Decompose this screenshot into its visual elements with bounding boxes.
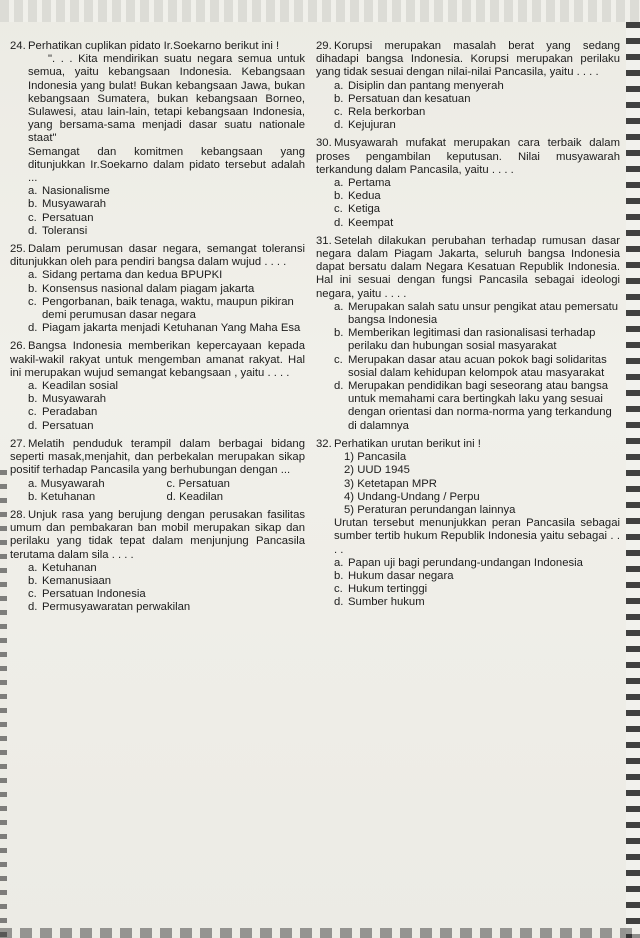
question-stem: Unjuk rasa yang berujung dengan perusakan fasilitas umum dan pembakaran ban mobil merupakan sikap dan perilaku yang tidak tepat dalam menjunjung Pancasila terutama dalam sila . . . . bbox=[10, 508, 305, 561]
question-stem: Perhatikan urutan berikut ini ! bbox=[334, 437, 481, 450]
option-d[interactable]: d. Kejujuran bbox=[334, 119, 396, 132]
question-number: 28. bbox=[10, 508, 26, 521]
question-28 bbox=[10, 509, 305, 615]
option-a[interactable]: a. Disiplin dan pantang menyerah bbox=[334, 79, 504, 92]
question-stem: Perhatikan cuplikan pidato Ir.Soekarno berikut ini ! bbox=[28, 40, 280, 52]
question-number: 24. bbox=[10, 40, 26, 52]
option-b[interactable]: b. Persatuan dan kesatuan bbox=[334, 92, 471, 105]
question-stem: Musyawarah mufakat merupakan cara terbaik dalam proses pengambilan keputusan. Nilai musyawarah terkandung dalam Pancasila, yaitu . . . . bbox=[316, 137, 620, 176]
option-a[interactable]: a. Ketuhanan bbox=[28, 561, 97, 574]
option-b[interactable]: b. Konsensus nasional dalam piagam jakarta bbox=[28, 282, 255, 295]
options-grid bbox=[10, 478, 305, 504]
option-a[interactable]: a. Nasionalisme bbox=[28, 185, 110, 198]
question-26 bbox=[10, 340, 305, 432]
list-item: 5) Peraturan perundangan lainnya bbox=[344, 503, 516, 516]
option-d[interactable]: d. Keadilan bbox=[166, 490, 224, 503]
option-c[interactable]: c. Persatuan bbox=[28, 211, 94, 224]
list-item: 1) Pancasila bbox=[344, 451, 407, 464]
list-item: 4) Undang-Undang / Perpu bbox=[344, 490, 480, 503]
question-stem-end: Semangat dan komitmen kebangsaan yang ditunjukkan Ir.Soekarno dalam pidato tersebut adalah ... bbox=[28, 145, 305, 185]
option-d[interactable]: d. Toleransi bbox=[28, 224, 88, 237]
question-number: 25. bbox=[10, 243, 26, 256]
question-stem: Bangsa Indonesia memberikan kepercayaan kepada wakil-wakil rakyat untuk mengemban amanat rakyat. Hal ini merupakan wujud semangat kebangsaan , yaitu . . . . bbox=[10, 340, 305, 379]
option-d[interactable]: d. Permusyawaratan perwakilan bbox=[28, 601, 191, 614]
right-column bbox=[316, 40, 620, 615]
question-number: 26. bbox=[10, 340, 26, 353]
question-31 bbox=[316, 235, 620, 433]
question-number: 32. bbox=[316, 437, 332, 450]
question-25 bbox=[10, 243, 305, 335]
option-a[interactable]: a. Pertama bbox=[334, 177, 391, 190]
question-30 bbox=[316, 137, 620, 229]
option-c[interactable]: c. Rela berkorban bbox=[334, 106, 426, 119]
option-d[interactable]: d. Sumber hukum bbox=[334, 596, 425, 609]
option-a[interactable]: a. Merupakan salah satu unsur pengikat atau pemersatu bangsa Indonesia bbox=[334, 300, 619, 327]
list-item: 2) UUD 1945 bbox=[344, 464, 410, 477]
question-32 bbox=[316, 438, 620, 610]
option-a[interactable]: a. Papan uji bagi perundang-undangan Indonesia bbox=[334, 556, 583, 569]
option-b[interactable]: b. Kedua bbox=[334, 190, 381, 203]
question-number: 31. bbox=[316, 234, 332, 247]
option-a[interactable]: a. Keadilan sosial bbox=[28, 380, 118, 393]
option-b[interactable]: b. Musyawarah bbox=[28, 198, 107, 211]
option-c[interactable]: c. Hukum tertinggi bbox=[334, 583, 428, 596]
option-b[interactable]: b. Hukum dasar negara bbox=[334, 569, 454, 582]
question-stem: Setelah dilakukan perubahan terhadap rumusan dasar negara dalam Piagam Jakarta, seluruh bangsa Indonesia dapat bersatu dalam Negara Kesatuan Republik Indonesia. Hal ini sesuai dengan fungsi Pancasila sebagai ideologi negara, yaitu . . . . bbox=[316, 234, 620, 300]
question-24 bbox=[10, 40, 305, 238]
paper-bottom-edge bbox=[0, 928, 640, 938]
option-a[interactable]: a. Sidang pertama dan kedua BPUPKI bbox=[28, 269, 223, 282]
question-29 bbox=[316, 40, 620, 132]
option-b[interactable]: b. Kemanusiaan bbox=[28, 574, 112, 587]
option-c[interactable]: c. Pengorbanan, baik tenaga, waktu, maupun pikiran demi perumusan dasar negara bbox=[28, 295, 294, 322]
option-d[interactable]: d. Persatuan bbox=[28, 419, 94, 432]
question-number: 30. bbox=[316, 137, 332, 150]
option-a[interactable]: a. Musyawarah bbox=[28, 477, 105, 490]
option-b[interactable]: b. Memberikan legitimasi dan rasionalisasi terhadap perilaku dan hubungan sosial masyarakat bbox=[334, 327, 596, 353]
list-item: 3) Ketetapan MPR bbox=[344, 477, 437, 490]
option-c[interactable]: c. Persatuan Indonesia bbox=[28, 588, 146, 601]
question-27 bbox=[10, 438, 305, 504]
left-column bbox=[10, 40, 305, 620]
option-c[interactable]: c. Merupakan dasar atau acuan pokok bagi solidaritas sosial dalam kehidupan kelompok atau masyarakat bbox=[334, 353, 607, 379]
paper-top-edge bbox=[0, 0, 640, 22]
option-b[interactable]: b. Musyawarah bbox=[28, 393, 107, 406]
option-c[interactable]: c. Peradaban bbox=[28, 406, 98, 419]
speech-quote: ". . . Kita mendirikan suatu negara semua untuk semua, yaitu kebangsaan Indonesia. Kebangsaan Indonesia yang bulat! Bukan kebangsaan Jawa, bukan kebangsaan Sumatera, bukan kebangsaan Borneo, Sulawesi, atau lain-lain, tetapi kebangsaan Indonesia, yang bersama-sama menjadi dasar suatu nationale staat" bbox=[28, 53, 305, 145]
option-d[interactable]: d. Merupakan pendidikan bagi seseorang atau bangsa untuk memahami cara bertingkah laku yang sesuai dengan orientasi dan norma-norma yang terkandung di dalamnya bbox=[334, 380, 612, 432]
option-d[interactable]: d. Piagam jakarta menjadi Ketuhanan Yang Maha Esa bbox=[28, 322, 301, 335]
question-stem-end: Urutan tersebut menunjukkan peran Pancasila sebagai sumber tertib hukum Republik Indonesia yaitu sebagai . . . . bbox=[334, 517, 620, 556]
option-c[interactable]: c. Ketiga bbox=[334, 203, 381, 216]
question-stem: Melatih penduduk terampil dalam berbagai bidang seperti masak,menjahit, dan perbekalan merupakan sikap positif terhadap Pancasila yang berhubungan dengan ... bbox=[10, 437, 305, 477]
option-b[interactable]: b. Ketuhanan bbox=[28, 490, 96, 503]
paper-left-edge bbox=[0, 470, 7, 938]
question-stem: Dalam perumusan dasar negara, semangat toleransi ditunjukkan oleh para pendiri bangsa dalam wujud . . . . bbox=[10, 243, 305, 269]
question-number: 27. bbox=[10, 437, 26, 450]
ordered-list bbox=[316, 451, 620, 517]
question-stem: Korupsi merupakan masalah berat yang sedang dihadapi bangsa Indonesia. Korupsi merupakan perilaku yang tidak sesuai dengan nilai-nilai Pancasila, yaitu . . . . bbox=[316, 40, 620, 79]
paper-right-edge bbox=[626, 22, 640, 938]
option-c[interactable]: c. Persatuan bbox=[166, 477, 230, 490]
question-number: 29. bbox=[316, 40, 332, 52]
option-d[interactable]: d. Keempat bbox=[334, 216, 394, 229]
